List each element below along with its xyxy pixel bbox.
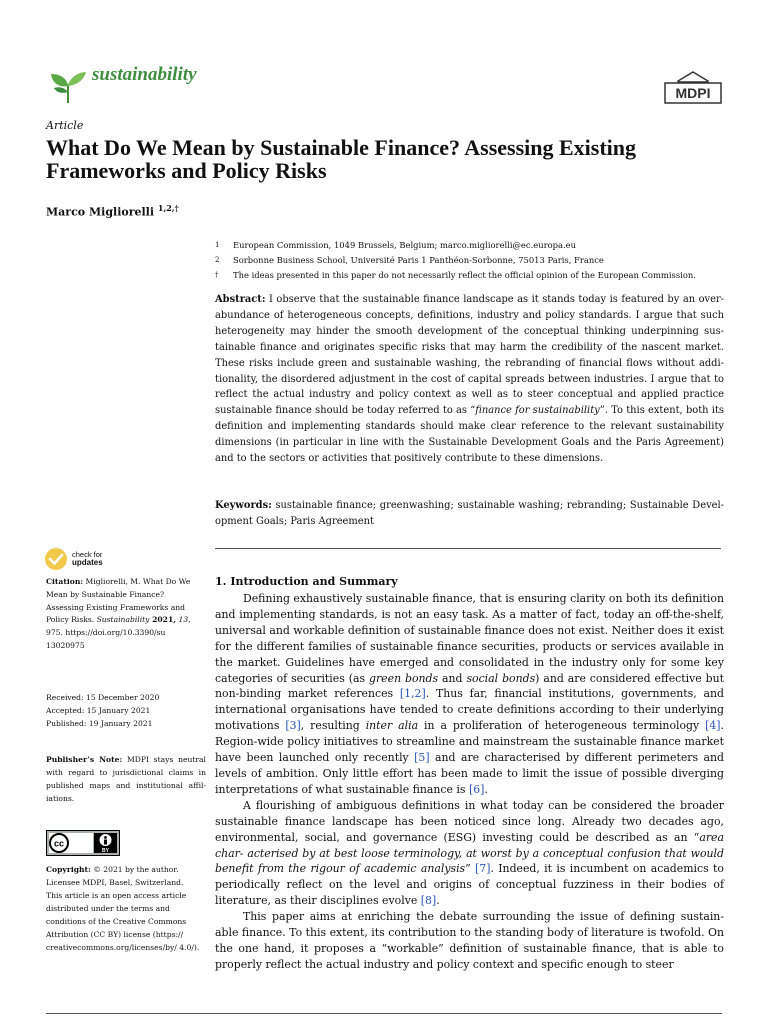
copyright [46,863,202,954]
text-run: . [484,782,488,796]
paragraph: This paper aims at enriching the debate surrounding the issue of defining sustain- able finance. To this extent, its contribution to the standing body of literature is twofold. On the one hand, it proposes a “workable” definition of sustainable finance, that is able to properly reflect the actual industry and policy context and specific enough to steer [215,910,724,971]
accepted-date: Accepted: 15 January 2021 [46,705,151,715]
affiliation-mark: 1 [215,241,220,249]
text-run: , resulting [300,719,366,733]
note-text: MDPI stays neutral with regard to jurisdictional claims in published maps and institutional affil- iations. [46,755,206,803]
italic-quote: area char- acterised by at best loose terminology, at worst by a conceptual confusion that would benefit from the rigour of academic analysis [215,830,724,876]
affiliation-mark: † [215,271,219,279]
reference-link[interactable]: [8] [420,894,437,908]
published-date: Published: 19 January 2021 [46,718,153,728]
publisher-note [46,753,206,805]
text-run: . Indeed, it is incumbent on academics to periodically reflect on the level and origins of conceptual fuzziness in their bodies of literature, as their disciplines evolve [215,862,724,908]
reference-link[interactable]: [3] [285,719,301,733]
section-heading: 1. Introduction and Summary [215,575,398,588]
author-name: Marco Migliorelli [46,205,155,219]
affiliation-text: The ideas presented in this paper do not necessarily reflect the official opinion of the European Commission. [233,270,696,280]
affiliation-text: European Commission, 1049 Brussels, Belgium; marco.migliorelli@ec.europa.eu [233,240,577,250]
reference-link[interactable]: [7] [475,862,491,876]
journal-logo-icon [48,66,88,104]
citation-year: 2021, [149,615,179,625]
abstract-text-end: ”. To this extent, both its definition and implementing standards should make clear reference to the relevant sustainability dimensions (in particular in line with the Sustainable Development Goals and the Paris Agreement) and to the sectors or activities that positively contribute to these dimensions. [215,405,724,465]
affiliation-item [215,253,725,268]
text-run: in a proliferation of heterogeneous terminology [418,719,706,733]
abstract-text: I observe that the sustainable finance landscape as it stands today is featured by an over- abundance of heterogeneous concepts, definitions, industry and policy standards. I argue that such heterogeneity may hinder the smooth development of the conceptual thinking underpinning sus- tainable finance and originates specific risks that may harm the credibility of the nascent market. These risks include green and sustainable washing, the rebranding of financial flows without addi- tionality, the disordered adjustment in the cost of capital spreads between industries. I argue that to reflect the actual industry and policy context as well as to steer conceptual and applied practice sustainable finance should be today referred to as “ [215,294,724,417]
italic-term: social bonds [466,671,536,685]
by-label: BY [102,848,109,854]
keywords [215,498,724,530]
author-marks: 1,2,† [157,203,179,213]
note-label: Publisher’s Note: [46,755,123,764]
affiliation-item [215,268,725,283]
text-run: and are characterised by different perimeters and levels of ambition. Only little effort has been made to limit the issue of possible diverging interpretations of what sustainable finance is [215,751,724,796]
citation-text: Migliorelli, M. What Do We Mean by Sustainable Finance? Assessing Existing Frameworks and Policy Risks. [46,577,191,625]
cc-by-license-icon[interactable] [46,830,120,856]
copyright-text: © 2021 by the author. Licensee MDPI, Basel, Switzerland. This article is an open access article distributed under the terms and conditions of the Creative Commons Attribution (CC BY) license (https:// creativecommons.org/licenses/by/ 4.0/). [46,865,200,952]
paper-title: What Do We Mean by Sustainable Finance? Assessing Existing Frameworks and Policy Risks [46,135,637,183]
text-run: ” [465,862,476,876]
text-run: and [438,671,467,685]
italic-term: green bonds [369,671,439,685]
reference-link[interactable]: [5] [414,751,430,765]
publication-dates [46,692,206,730]
paragraph [215,591,724,798]
check-updates-icon [44,547,68,571]
copyright-label: Copyright: [46,865,91,874]
check-updates-line1: check for [72,550,103,559]
reference-link[interactable]: [6] [468,782,485,796]
affiliation-mark: 2 [215,256,220,264]
mdpi-logo-icon [664,71,722,105]
text-run: Defining exhaustively sustainable finance, that is ensuring clarity on both its definition and implementing standards, is not an easy task. As a matter of fact, today an off-the-shelf, universal and workable definition of sustainable finance does not exist. Neither does it exist for the different families of sustainable finance securities, products or services available in the market. Guidelines have emerged and consolidated in the industry only for some key categories of securities (as [215,592,724,685]
affiliation-text: Sorbonne Business School, Université Paris 1 Panthéon-Sorbonne, 75013 Paris, France [233,255,604,265]
publisher-name: MDPI [675,85,711,101]
citation-doi[interactable]: , 975. https://doi.org/10.3390/su 13020975 [46,615,191,650]
reference-link[interactable]: [4] [705,719,721,733]
italic-term: inter alia [365,719,419,733]
reference-link[interactable]: [1,2] [399,687,426,701]
page-bottom-rule [46,1013,722,1014]
text-run: A flourishing of ambiguous definitions in what today can be considered the broader sustainable finance landscape has been noticed since long. Already two decades ago, environmental, social, and governance (ESG) investing could be described as an “ [215,798,724,844]
section-divider [215,548,721,549]
check-updates-line2: updates [72,558,103,567]
text-run: ) and are considered effective but non-binding market references [215,671,724,701]
received-date: Received: 15 December 2020 [46,693,160,702]
paragraph [215,798,724,909]
text-run: . Thus far, financial institutions, governments, and international organisations have tended to create definitions according to their underlying motivations [215,687,724,733]
citation-journal: Sustainability [96,615,150,625]
abstract [215,292,724,467]
author [46,203,179,219]
affiliation-item [215,238,725,253]
check-for-updates-button[interactable] [44,546,144,572]
text-run: . Region-wide policy initiatives to streamline and mainstream the sustainable finance market have been launched only recently [215,719,724,765]
cc-label: cc [53,838,65,849]
body-text [215,591,724,973]
keywords-label: Keywords: [215,500,272,511]
abstract-italic: finance for sustainability [475,405,600,417]
citation-label: Citation: [46,577,84,586]
citation-volume: 13 [178,615,189,625]
abstract-label: Abstract: [215,294,266,305]
citation [46,576,204,653]
article-type: Article [46,119,84,132]
affiliations [215,238,725,283]
keywords-text: sustainable finance; greenwashing; sustainable washing; rebranding; Sustainable Devel- opment Goals; Paris Agreement [215,500,724,527]
text-run: . [436,894,440,908]
journal-name: sustainability [92,64,197,85]
